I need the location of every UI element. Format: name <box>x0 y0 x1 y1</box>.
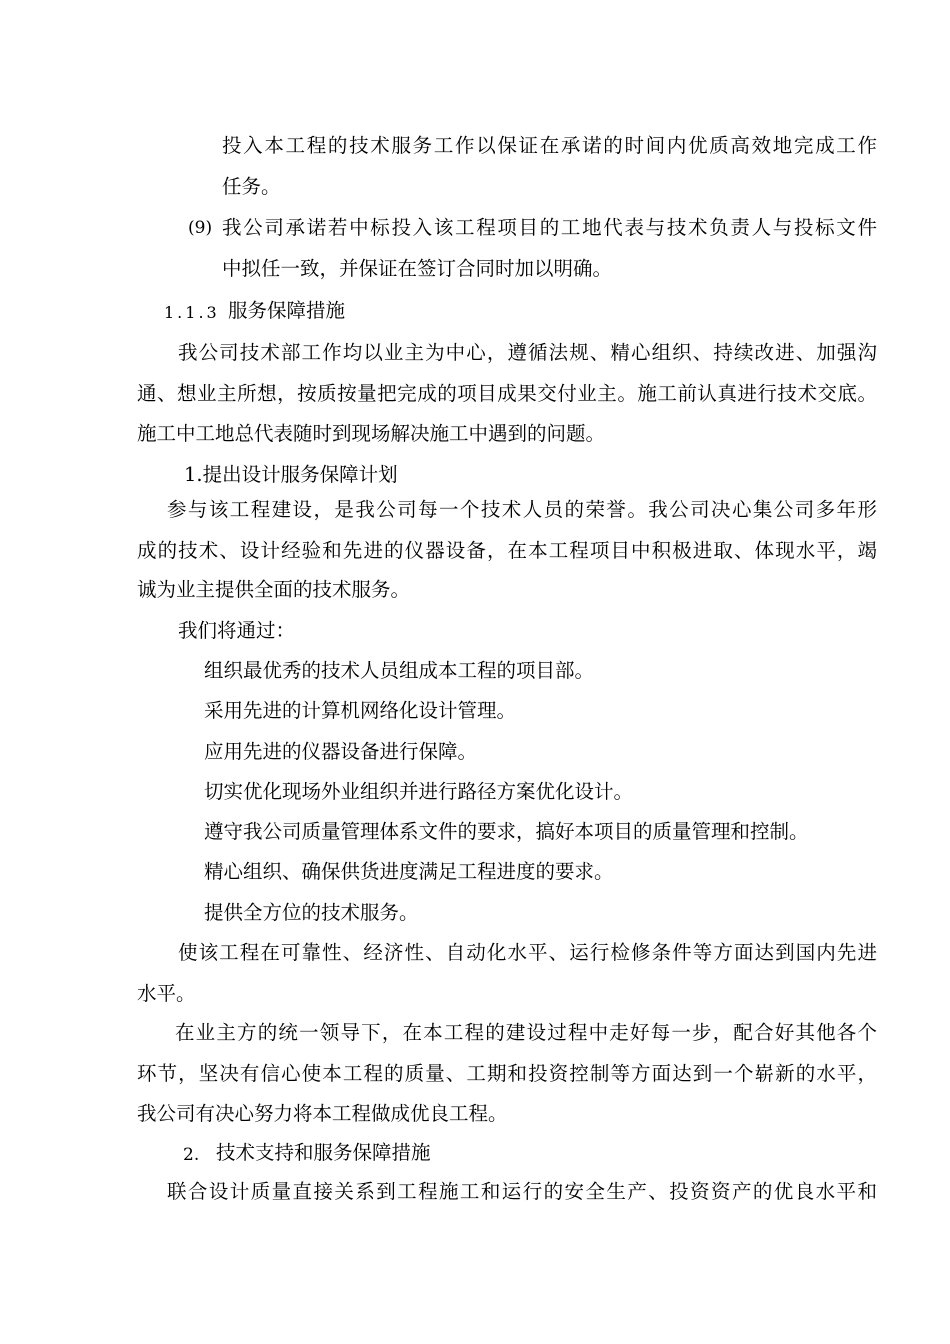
section-number: 1.1.3 <box>164 303 220 322</box>
text-line: 中拟任一致，并保证在签订合同时加以明确。 <box>222 257 613 280</box>
text-line: 参与该工程建设，是我公司每一个技术人员的荣誉。我公司决心集公司多年形 <box>167 498 877 521</box>
text-line: 环节，坚决有信心使本工程的质量、工期和投资控制等方面达到一个崭新的水平， <box>137 1062 877 1085</box>
list-item: 切实优化现场外业组织并进行路径方案优化设计。 <box>204 780 634 803</box>
text-line: 我公司技术部工作均以业主为中心，遵循法规、精心组织、持续改进、加强沟 <box>178 341 877 364</box>
text-line: 联合设计质量直接关系到工程施工和运行的安全生产、投资资产的优良水平和 <box>167 1180 877 1203</box>
text-line: 诚为业主提供全面的技术服务。 <box>137 578 411 601</box>
text-line: 任务。 <box>222 175 281 198</box>
text-line: 使该工程在可靠性、经济性、自动化水平、运行检修条件等方面达到国内先进 <box>178 941 877 964</box>
text-line: 投入本工程的技术服务工作以保证在承诺的时间内优质高效地完成工作 <box>222 134 877 157</box>
text-line: 成的技术、设计经验和先进的仪器设备，在本工程项目中积极进取、体现水平，竭 <box>137 539 877 562</box>
list-item: 应用先进的仪器设备进行保障。 <box>204 740 478 763</box>
list-number: (9) <box>188 218 213 238</box>
text-line: 我公司有决心努力将本工程做成优良工程。 <box>137 1102 508 1125</box>
text-line: 我们将通过： <box>178 619 296 642</box>
section-heading: 服务保障措施 <box>228 299 346 322</box>
text-line: 通、想业主所想，按质按量把完成的项目成果交付业主。施工前认真进行技术交底。 <box>137 382 877 405</box>
text-line: 在业主方的统一领导下，在本工程的建设过程中走好每一步，配合好其他各个 <box>175 1021 877 1044</box>
list-item: 遵守我公司质量管理体系文件的要求，搞好本项目的质量管理和控制。 <box>204 820 809 843</box>
section-heading: 技术支持和服务保障措施 <box>216 1141 431 1164</box>
text-line: 我公司承诺若中标投入该工程项目的工地代表与技术负责人与投标文件 <box>222 216 877 239</box>
subsection-heading: 1.提出设计服务保障计划 <box>184 463 398 486</box>
list-item: 组织最优秀的技术人员组成本工程的项目部。 <box>204 659 595 682</box>
section-number: 2. <box>183 1145 200 1165</box>
list-item: 提供全方位的技术服务。 <box>204 901 419 924</box>
list-item: 采用先进的计算机网络化设计管理。 <box>204 699 517 722</box>
list-item: 精心组织、确保供货进度满足工程进度的要求。 <box>204 860 614 883</box>
text-line: 施工中工地总代表随时到现场解决施工中遇到的问题。 <box>137 422 606 445</box>
text-line: 水平。 <box>137 982 196 1005</box>
